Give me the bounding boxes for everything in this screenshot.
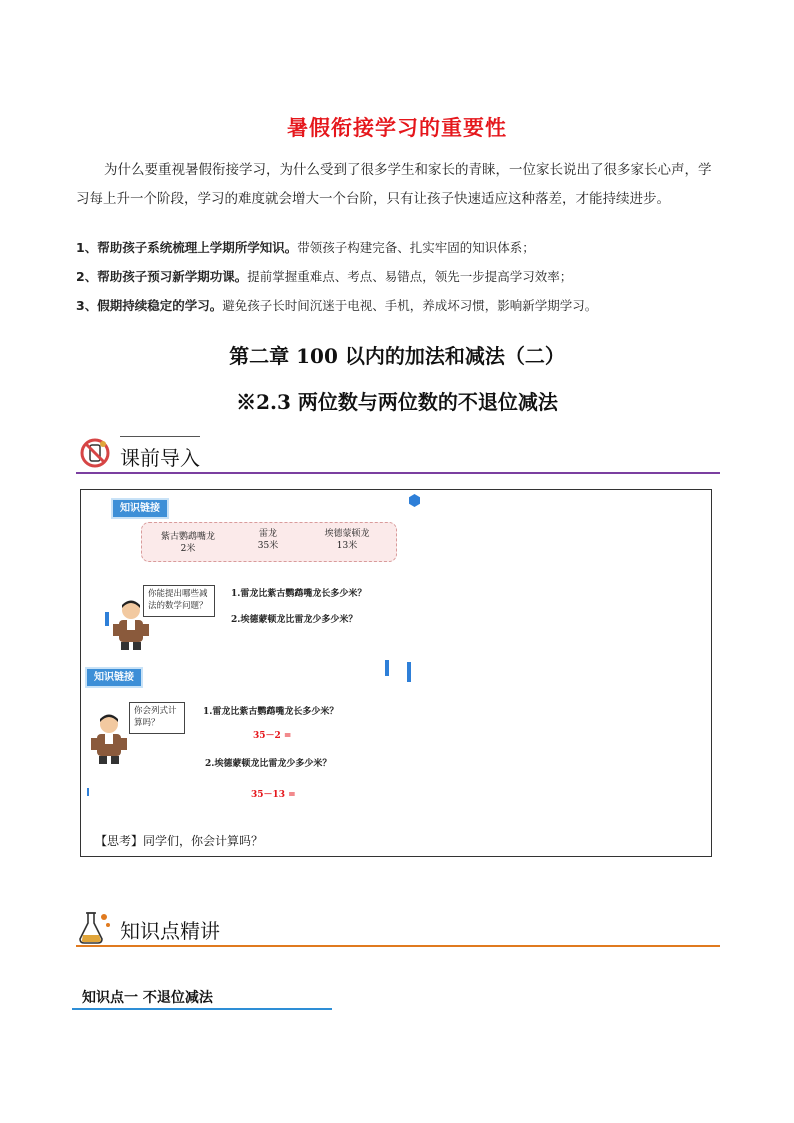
knowledge-link-tag-2: 知识链接 — [85, 667, 143, 688]
question-4: 2.埃德蒙顿龙比雷龙少多少米？ — [205, 759, 332, 769]
no-phone-icon — [76, 434, 114, 472]
point-2-bold: 2、帮助孩子预习新学期功课。 — [76, 269, 248, 284]
equation-2: 35－13 = — [251, 790, 296, 800]
knowledge-point-title: 知识点一 不退位减法 — [82, 990, 213, 1006]
question-3: 1.雷龙比紫古鹦鹉嘴龙长多少米？ — [203, 707, 339, 717]
flask-icon — [76, 907, 114, 945]
side-marker — [105, 612, 109, 626]
intro-section-rule — [76, 472, 720, 474]
think-prompt: 【思考】同学们，你会计算吗？ — [95, 834, 264, 848]
point-1-bold: 1、帮助孩子系统梳理上学期所学知识。 — [76, 240, 298, 255]
benefit-point-2 — [76, 268, 736, 286]
side-marker-4 — [87, 788, 89, 796]
main-title: 暑假衔接学习的重要性 — [287, 116, 507, 140]
speech-bubble-1: 你能提出哪些减法的数学问题？ — [143, 585, 215, 617]
question-2: 2.埃德蒙顿龙比雷龙少多少米？ — [231, 615, 358, 625]
knowledge-section-rule — [76, 945, 720, 947]
header-top-line — [120, 436, 200, 437]
dinosaur-length-panel — [141, 522, 397, 562]
knowledge-section-label: 知识点精讲 — [120, 919, 220, 943]
side-marker-3 — [407, 662, 411, 682]
speech-bubble-2: 你会列式计算吗？ — [129, 702, 185, 734]
knowledge-link-tag-1: 知识链接 — [111, 498, 169, 519]
point-3-bold: 3、假期持续稳定的学习。 — [76, 298, 223, 313]
benefit-point-3 — [76, 297, 736, 315]
dino-item-1: 紫古鹦鹉嘴龙 2米 — [160, 532, 215, 554]
benefit-point-1 — [76, 239, 736, 257]
equation-1: 35－2 = — [253, 731, 292, 741]
point-2-text: 提前掌握重难点、考点、易错点，领先一步提高学习效率； — [247, 269, 573, 284]
point-3-text: 避免孩子长时间沉迷于电视、手机，养成坏习惯，影响新学期学习。 — [222, 298, 598, 313]
point-1-text: 带领孩子构建完备、扎实牢固的知识体系； — [297, 240, 535, 255]
side-marker-2 — [385, 660, 389, 676]
intro-content-box — [80, 489, 712, 857]
knowledge-section-header — [76, 907, 720, 947]
intro-section-header — [76, 434, 720, 474]
question-1: 1.雷龙比紫古鹦鹉嘴龙长多少米？ — [231, 589, 367, 599]
hexagon-marker — [409, 494, 420, 507]
section-title: ※2.3 两位数与两位数的不退位减法 — [236, 390, 558, 414]
intro-section-label: 课前导入 — [120, 446, 200, 470]
dino-item-3: 埃德蒙顿龙 13米 — [324, 529, 370, 551]
teacher-illustration-2 — [89, 712, 129, 764]
knowledge-point-rule — [72, 1008, 332, 1010]
dino-item-2: 雷龙 35米 — [257, 529, 279, 551]
intro-paragraph: 为什么要重视暑假衔接学习，为什么受到了很多学生和家长的青睐，一位家长说出了很多家长心声，学习每上升一个阶段，学习的难度就会增大一个台阶，只有让孩子快速适应这种落差，才能持续进步。 — [76, 162, 712, 207]
chapter-title: 第二章 100 以内的加法和减法（二） — [229, 344, 565, 368]
